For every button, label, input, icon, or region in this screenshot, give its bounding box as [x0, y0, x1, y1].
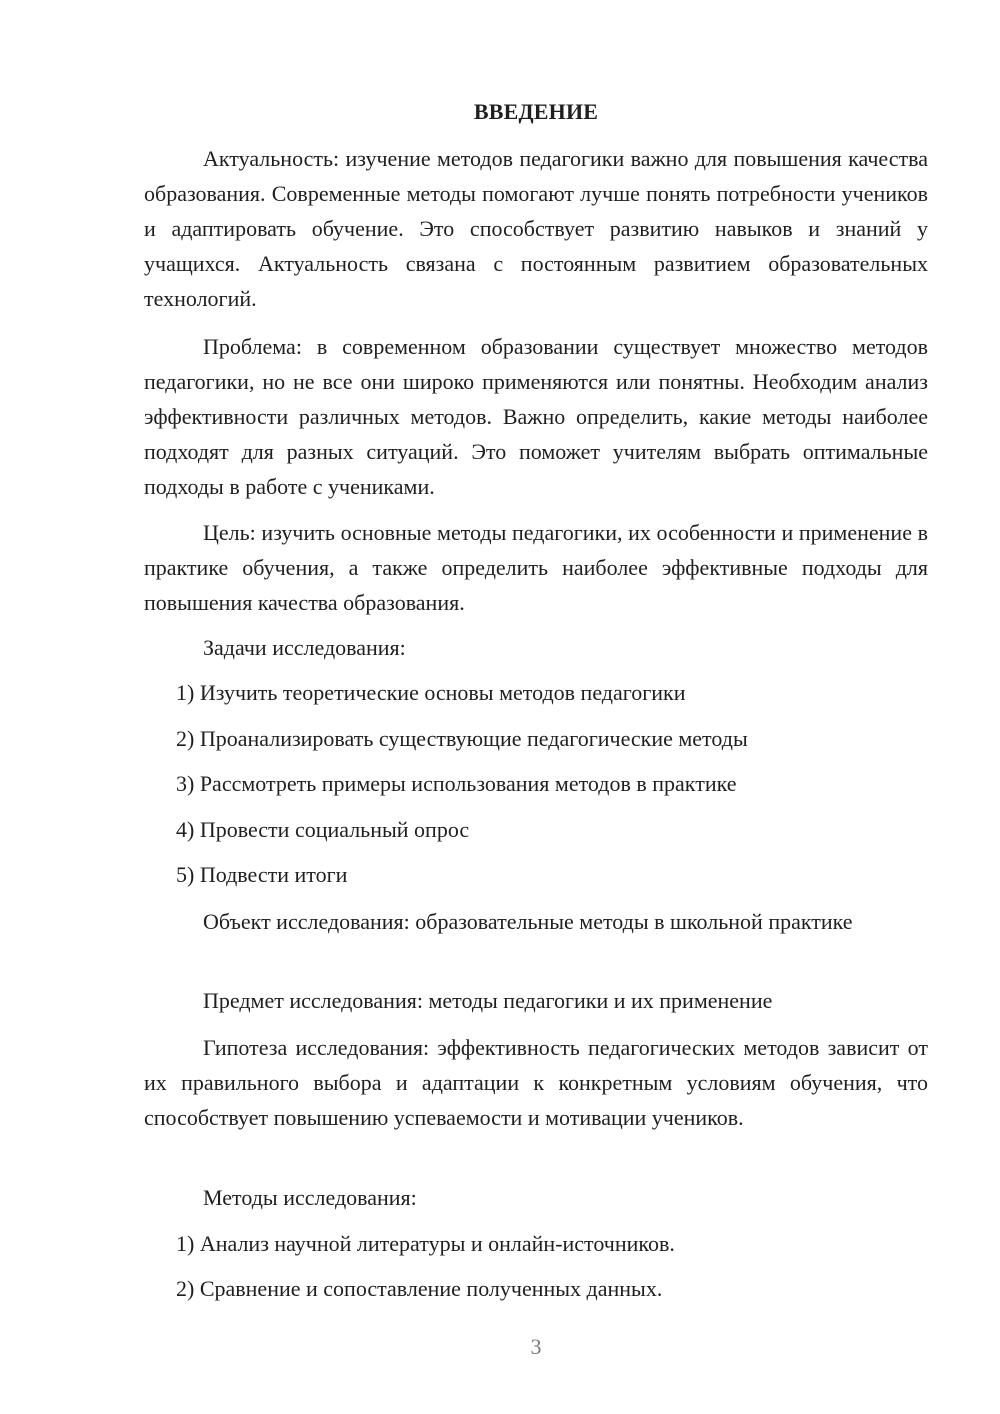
tasks-heading: Задачи исследования: — [203, 635, 406, 660]
object-paragraph: Объект исследования: образовательные методы в школьной практике — [203, 909, 853, 934]
method-item: 1) Анализ научной литературы и онлайн-источников. — [176, 1231, 675, 1256]
task-item: 4) Провести социальный опрос — [176, 817, 470, 842]
page-number: 3 — [530, 1334, 542, 1359]
task-item: 3) Рассмотреть примеры использования методов в практике — [176, 771, 737, 796]
task-item: 5) Подвести итоги — [176, 862, 348, 887]
method-item: 2) Сравнение и сопоставление полученных данных. — [176, 1276, 663, 1301]
section-heading: ВВЕДЕНИЕ — [473, 99, 599, 124]
hypothesis-paragraph: Гипотеза исследования: эффективность педагогических методов зависит от их правильного выбора и адаптации к конкретным условиям обучения, что способствует повышению успеваемости и мотивации учеников. — [144, 1035, 928, 1130]
task-item: 1) Изучить теоретические основы методов педагогики — [176, 680, 686, 705]
task-item: 2) Проанализировать существующие педагогические методы — [176, 726, 748, 751]
problem-paragraph: Проблема: в современном образовании существует множество методов педагогики, но не все они широко применяются или понятны. Необходим анализ эффективности различных методов. Важно определить, какие методы наиболее подходят для разных ситуаций. Это поможет учителям выбрать оптимальные подходы в работе с учениками. — [144, 334, 928, 499]
goal-paragraph: Цель: изучить основные методы педагогики, их особенности и применение в практике обучения, а также определить наиболее эффективные подходы для повышения качества образования. — [144, 520, 928, 615]
subject-line: Предмет исследования: методы педагогики и их применение — [203, 988, 773, 1013]
methods-heading: Методы исследования: — [203, 1185, 417, 1210]
relevance-paragraph: Актуальность: изучение методов педагогики важно для повышения качества образования. Современные методы помогают лучше понять потребности учеников и адаптировать обучение. Это способствует развитию навыков и знаний у учащихся. Актуальность связана с постоянным развитием образовательных технологий. — [144, 146, 928, 311]
